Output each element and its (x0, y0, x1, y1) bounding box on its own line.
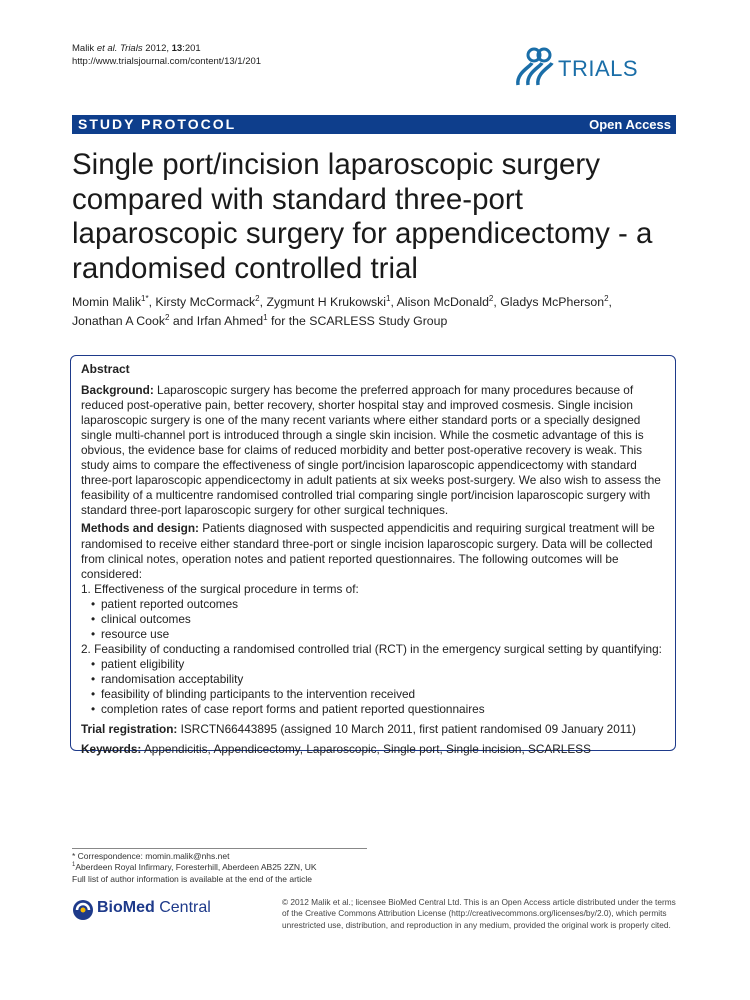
publisher-name: BioMed Central (97, 899, 211, 916)
outcome-item-2: 2. Feasibility of conducting a randomised controlled trial (RCT) in the emergency surgical setting by quantifying: (81, 641, 662, 656)
author-list (72, 293, 692, 331)
correspondence-note: * Correspondence: momin.malik@nhs.net (72, 851, 230, 861)
open-access-label: Open Access (589, 117, 671, 132)
abstract-heading: Abstract (81, 362, 130, 376)
list-item: • patient eligibility (91, 656, 185, 671)
keywords: Keywords: Appendicitis, Appendicectomy, Laparoscopic, Single port, Single incision, SCARLESS (81, 742, 591, 757)
list-item: • resource use (91, 626, 170, 641)
citation-header (72, 43, 261, 68)
list-item: • feasibility of blinding participants to the intervention received (91, 686, 416, 701)
citation-url[interactable]: http://www.trialsjournal.com/content/13/1/201 (72, 55, 262, 67)
background-paragraph: Background: Laparoscopic surgery has become the preferred approach for many procedures because of reduced post-operative pain, better recovery, shorter hospital stay and improved cosmesis. Single incision laparoscopic surgery is one of the many recent variants where either standard ports or a specially designed single multi-channel port is introduced through a single skin incision. While the cosmetic advantage of this is obvious, the evidence base for claims of reduced morbidity and better post-operative recovery is weak. This study aims to compare the effectiveness of single port/incision laparoscopic appendicectomy with standard three-port laparoscopic appendicectomy in adult patients at six weeks post-surgery. We also wish to assess the feasibility of a multicentre randomised controlled trial comparing single port/incision laparoscopic surgery with standard three-port laparoscopic surgery for other surgical techniques. (81, 383, 661, 518)
list-item: • clinical outcomes (91, 611, 191, 626)
list-item: • randomisation acceptability (91, 671, 244, 686)
author-info-note: Full list of author information is available at the end of the article (72, 873, 313, 884)
trial-registration: Trial registration: ISRCTN66443895 (assigned 10 March 2011, first patient randomised 09 January 2011) (81, 722, 636, 737)
outcome-item-1: 1. Effectiveness of the surgical procedure in terms of: (81, 581, 359, 596)
author-line-1: Momin Malik$^{1*}$, Kirsty McCormack$^2$, Zygmunt H Krukowski$^1$, Alison McDonald$^2$, Gladys McPherson$^2$, (72, 293, 612, 309)
citation-line-1: Malik et al. Trials 2012, 13:201 (72, 43, 201, 54)
author-line-2: Jonathan A Cook$^2$ and Irfan Ahmed$^1$ for the SCARLESS Study Group (72, 312, 448, 328)
license-text: © 2012 Malik et al.; licensee BioMed Central Ltd. This is an Open Access article distributed under the terms of the Creative Commons Attribution License (http://creativecommons.org/licenses/by/2.0), which permits unrestricted use, distribution, and reproduction in any medium, provided the original work is properly cited. (282, 897, 676, 930)
footnotes (72, 851, 317, 885)
affiliation-note: $^1$Aberdeen Royal Infirmary, Foresterhill, Aberdeen AB25 2ZN, UK (72, 862, 317, 873)
abstract-box (70, 355, 676, 757)
article-type-label: STUDY PROTOCOL (78, 116, 237, 132)
list-item: • completion rates of case report forms and patient reported questionnaires (91, 702, 485, 717)
journal-logo-text: TRIALS (558, 56, 639, 81)
article-title: Single port/incision laparoscopic surgery compared with standard three-port laparoscopic surgery for appendicectomy - a randomised controlled trial (72, 148, 653, 285)
footnote-divider (72, 848, 367, 849)
list-item: • patient reported outcomes (91, 596, 239, 611)
methods-paragraph: Methods and design: Patients diagnosed with suspected appendicitis and requiring surgical treatment will be randomised to receive either standard three-port or single incision laparoscopic surgery. Data will be collected from clinical notes, operation notes and patient reported questionnaires. The following outcomes will be considered: (81, 521, 655, 581)
article-type-bar (72, 115, 676, 134)
